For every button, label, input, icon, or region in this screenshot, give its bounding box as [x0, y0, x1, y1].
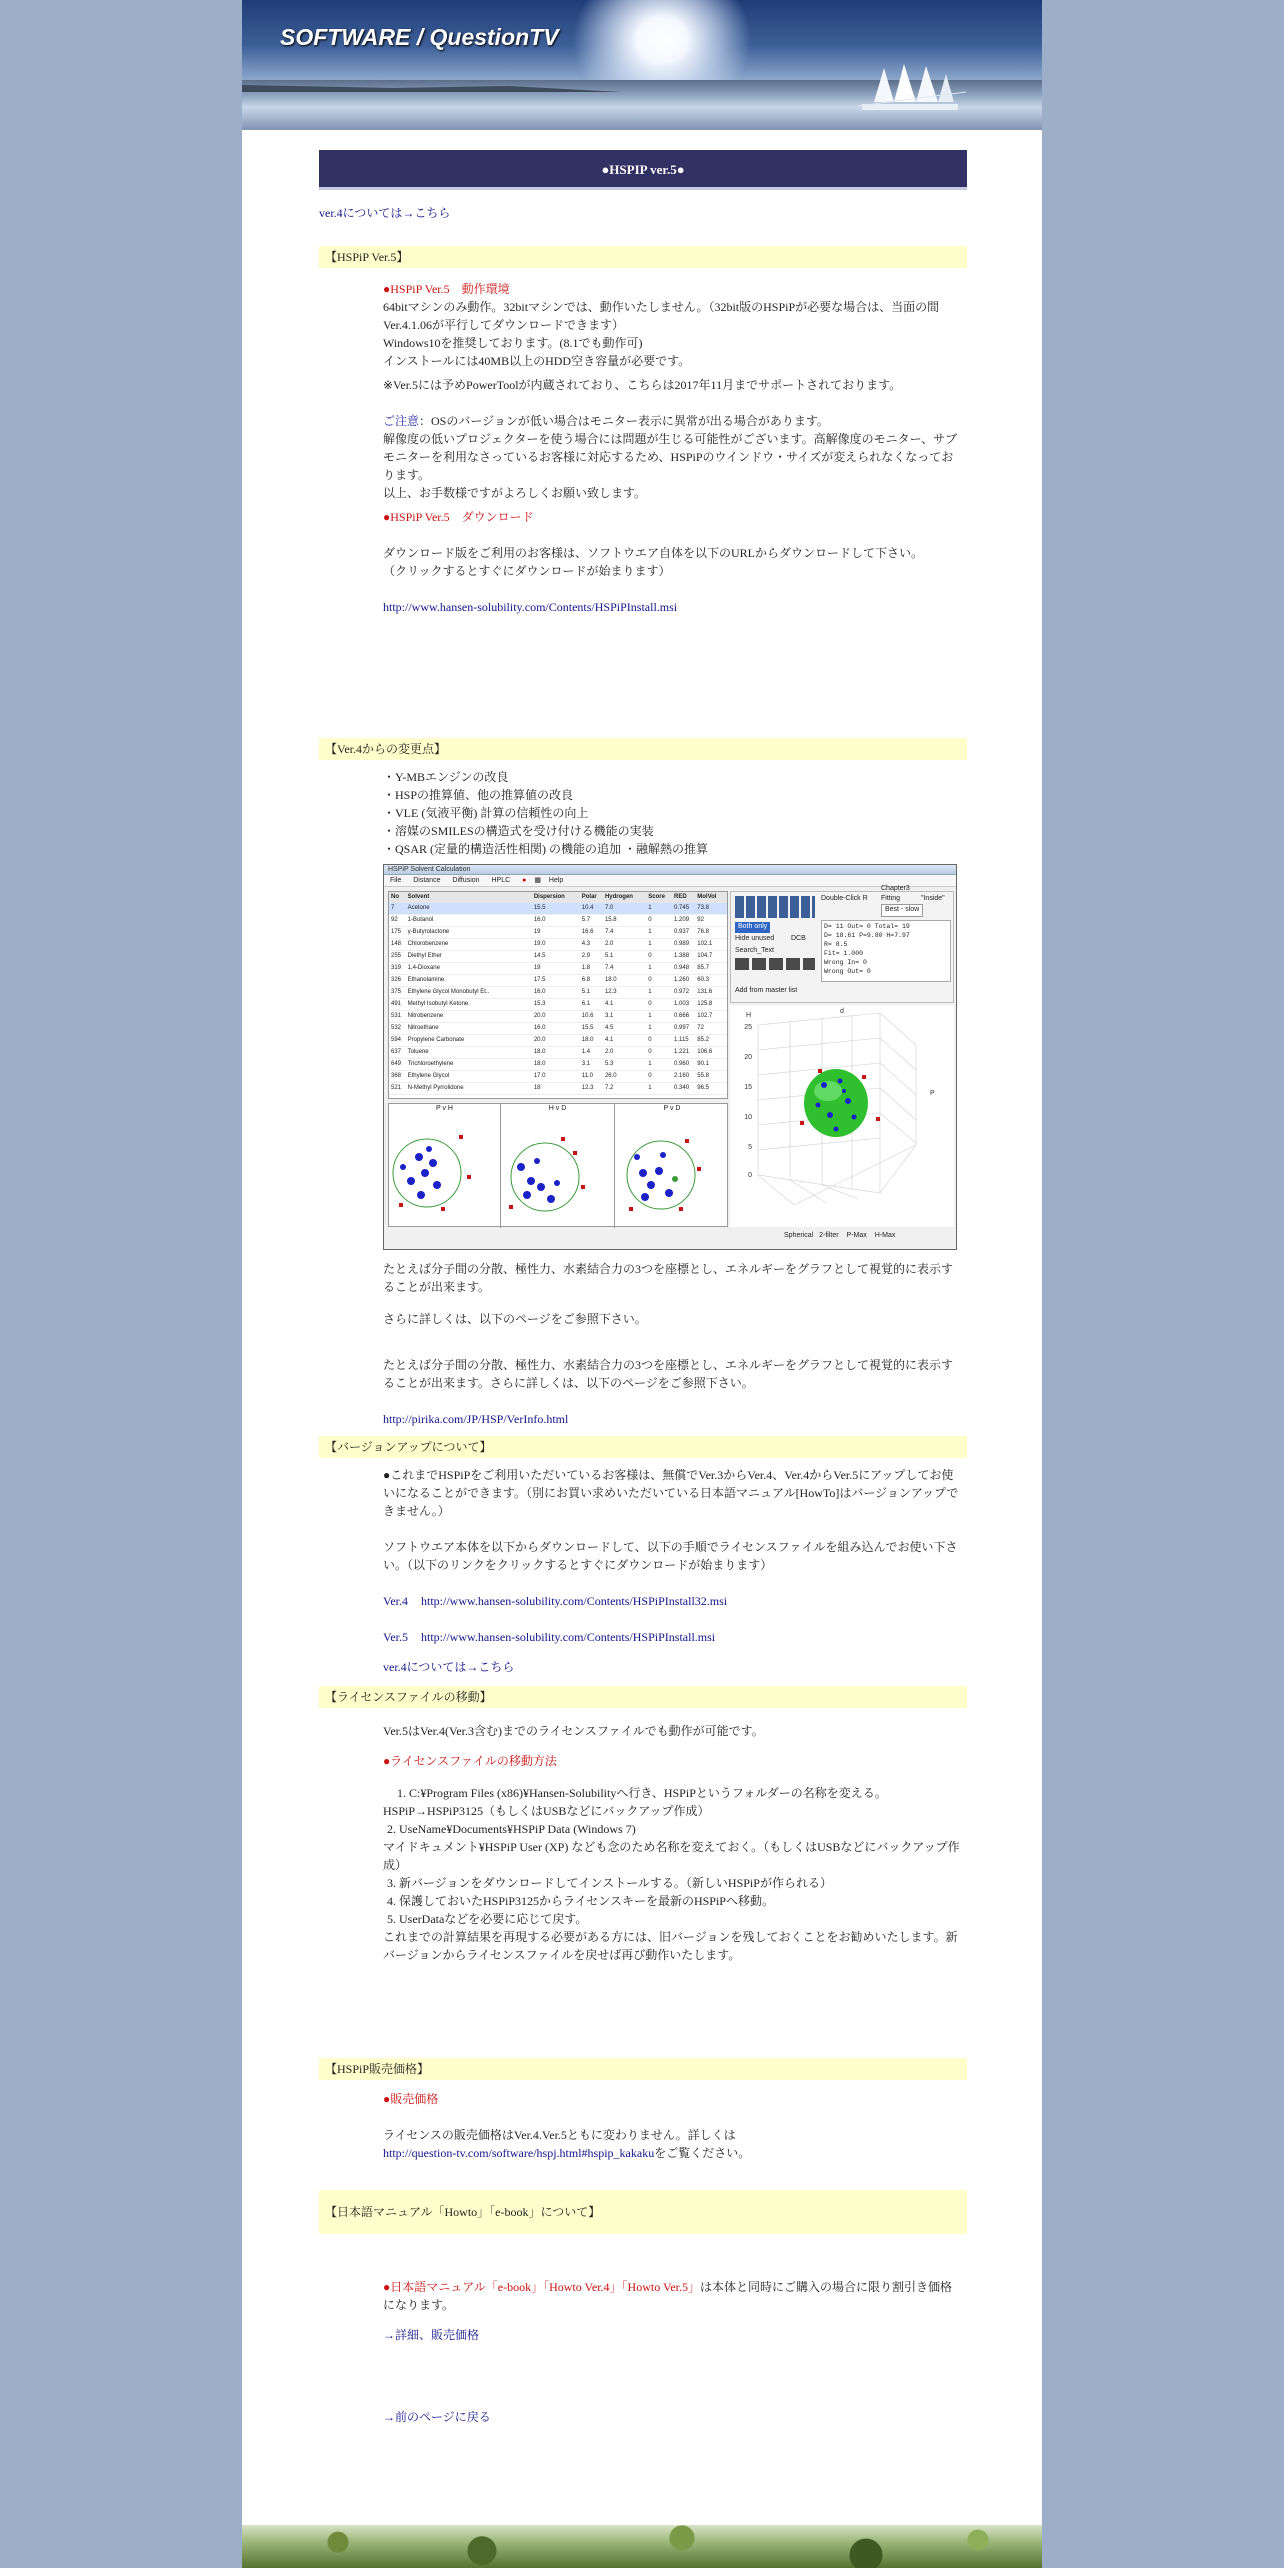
table-cell: Methyl Isobutyl Ketone: [408, 999, 534, 1011]
spherical-checkbox: Spherical: [784, 1232, 814, 1239]
section-ver5: [383, 280, 963, 616]
license-para-1: Ver.5はVer.4(Ver.3含む)までのライセンスファイルでも動作が可能です。: [383, 1724, 764, 1738]
table-cell: 1.260: [674, 975, 697, 987]
table-cell: 18.0: [582, 1035, 605, 1047]
table-cell: Nitroethane: [408, 1023, 534, 1035]
table-cell: 73.8: [697, 903, 727, 915]
change-item: ・QSAR (定量的構造活性相関) の機能の追加 ・融解熱の推算: [383, 842, 709, 856]
changes-desc-2: さらに詳しくは、以下のページをご参照下さい。: [383, 1312, 647, 1326]
table-cell: 18.0: [534, 1059, 582, 1071]
download-line-2: （クリックするとすぐにダウンロードが始まります）: [383, 564, 671, 578]
table-cell: 0.972: [674, 987, 697, 999]
p-max-select: P-Max: [846, 1232, 867, 1239]
table-cell: 0: [648, 915, 674, 927]
table-cell: 0.997: [674, 1023, 697, 1035]
change-item: ・溶媒のSMILESの構造式を受け付ける機能の実装: [383, 824, 654, 838]
table-cell: Nitrobenzene: [408, 1011, 534, 1023]
table-cell: 26.0: [605, 1071, 648, 1083]
table-row: [389, 939, 727, 951]
table-icon: ▦: [534, 877, 541, 884]
table-cell: 16.0: [534, 1023, 582, 1035]
screenshot-window-title: HSPiP Solvent Calculation: [388, 866, 471, 873]
table-cell: 1.003: [674, 999, 697, 1011]
filter-checkbox: 2-filter: [819, 1232, 839, 1239]
col-red: RED: [674, 894, 687, 900]
fit-line: Fit= 1.000: [824, 950, 864, 957]
table-row: [389, 1023, 727, 1035]
table-cell: 1: [648, 1011, 674, 1023]
table-cell: Ethylene Glycol: [408, 1071, 534, 1083]
table-cell: 1,4-Dioxane: [408, 963, 534, 975]
fit-line: D= 11 Out= 0 Total= 19: [824, 923, 910, 930]
axis-label-d: d: [840, 1008, 844, 1015]
chapter-label: Chapter3: [881, 885, 910, 892]
v4-download-link[interactable]: http://www.hansen-solubility.com/Contents/HSPiPInstall32.msi: [421, 1594, 728, 1608]
table-cell: 0.745: [674, 903, 697, 915]
back-link[interactable]: →前のページに戻る: [383, 2410, 491, 2424]
table-cell: 0: [648, 951, 674, 963]
license-step-4: 4. 保護しておいたHSPiP3125からライセンスキーを最新のHSPiPへ移動。: [387, 1894, 774, 1908]
sailing-ship-icon: [854, 62, 972, 114]
table-row: [389, 927, 727, 939]
table-cell: 17.5: [534, 975, 582, 987]
table-cell: Propylene Carbonate: [408, 1035, 534, 1047]
table-cell: Acetone: [408, 903, 534, 915]
3d-sphere-plot: [730, 1005, 954, 1227]
table-cell: 0.666: [674, 1011, 697, 1023]
table-cell: 4.1: [605, 999, 648, 1011]
table-cell: 1: [648, 963, 674, 975]
col-no: No: [391, 894, 399, 900]
download-title: ●HSPiP Ver.5 ダウンロード: [383, 510, 534, 524]
table-cell: 5.7: [582, 915, 605, 927]
table-cell: 3.1: [605, 1011, 648, 1023]
double-click-label: Double-Click R: [821, 895, 868, 902]
table-cell: 2.0: [605, 939, 648, 951]
fit-line: R= 8.5: [824, 941, 848, 948]
price-url-line: [383, 2144, 963, 2162]
changes-desc-3: たとえば分子間の分散、極性力、水素結合力の3つを座標とし、エネルギーをグラフとして視覚的に表示することが出来ます。さらに詳しくは、以下のページをご参照下さい。: [383, 1358, 954, 1390]
table-cell: 16.6: [582, 927, 605, 939]
v5-label: Ver.5: [383, 1630, 408, 1644]
table-cell: 1.115: [674, 1035, 697, 1047]
hide-unused-checkbox: Hide unused: [735, 935, 775, 942]
price-link[interactable]: http://question-tv.com/software/hspj.html#hspip_kakaku: [383, 2146, 655, 2160]
table-cell: 1.388: [674, 951, 697, 963]
manual-red-text: ●日本語マニュアル「e-book」「Howto Ver.4」「Howto Ver.5」: [383, 2280, 700, 2294]
ver4-link-bottom[interactable]: ver.4については→こちら: [383, 1660, 515, 1674]
header-banner: [242, 0, 1042, 130]
table-cell: 7: [389, 903, 408, 915]
table-cell: 5.3: [605, 1059, 648, 1071]
table-cell: 15.8: [605, 915, 648, 927]
price-para-tail: をご覧ください。: [654, 2146, 751, 2160]
app-screenshot: [383, 864, 957, 1250]
table-cell: 90.1: [697, 1059, 727, 1071]
table-row: [389, 963, 727, 975]
section-head-price: 【HSPiP販売価格】: [319, 2058, 967, 2080]
table-cell: 16.0: [534, 987, 582, 999]
control-panel: [730, 885, 954, 1003]
table-cell: 102.1: [697, 939, 727, 951]
page-title: ●HSPIP ver.5●: [319, 150, 967, 190]
table-cell: 10.4: [582, 903, 605, 915]
table-cell: 4.1: [605, 1035, 648, 1047]
table-row: [389, 1083, 727, 1095]
table-row: [389, 1047, 727, 1059]
change-item: ・Y-MBエンジンの改良: [383, 770, 509, 784]
table-cell: 85.2: [697, 1035, 727, 1047]
screenshot-bottom-controls: [784, 1231, 895, 1242]
table-cell: 6.8: [582, 975, 605, 987]
footer-foliage-image: [242, 2525, 1042, 2568]
section-head-manual: 【日本語マニュアル「Howto」「e-book」について】: [319, 2190, 967, 2234]
manual-detail-link[interactable]: →詳細、販売価格: [383, 2328, 480, 2342]
pirika-link[interactable]: http://pirika.com/JP/HSP/VerInfo.html: [383, 1412, 569, 1426]
table-cell: 15.3: [534, 999, 582, 1011]
section-price: [383, 2090, 963, 2162]
license-step-5: 5. UserDataなどを必要に応じて戻す。: [387, 1912, 588, 1926]
table-cell: 106.6: [697, 1047, 727, 1059]
table-cell: 4.5: [605, 1023, 648, 1035]
col-polar: Polar: [581, 894, 597, 900]
main-content: [319, 150, 967, 2426]
table-cell: 175: [389, 927, 408, 939]
table-cell: 92: [389, 915, 408, 927]
table-cell: 4.3: [582, 939, 605, 951]
table-cell: 2.0: [605, 1047, 648, 1059]
table-cell: 532: [389, 1023, 408, 1035]
menu-help: Help: [548, 877, 564, 884]
table-cell: 15.5: [534, 903, 582, 915]
fitting-label: Fitting: [881, 895, 901, 902]
table-cell: 10.6: [582, 1011, 605, 1023]
table-cell: 531: [389, 1011, 408, 1023]
table-cell: 5.1: [582, 987, 605, 999]
table-cell: 12.3: [605, 987, 648, 999]
table-cell: 491: [389, 999, 408, 1011]
env-title: ●HSPiP Ver.5 動作環境: [383, 282, 510, 296]
license-step-3: 3. 新バージョンをダウンロードしてインストールする。（新しいHSPiPが作られる）: [387, 1876, 832, 1890]
table-cell: 0: [648, 1035, 674, 1047]
section-upgrade: [383, 1466, 963, 1676]
sphere-highlight: [814, 1081, 842, 1101]
table-cell: 148: [389, 939, 408, 951]
table-cell: 7.2: [605, 1083, 648, 1095]
add-master-list-checkbox: Add from master list: [735, 987, 798, 994]
axis-label-h: H: [746, 1012, 752, 1019]
table-cell: 0.948: [674, 963, 697, 975]
table-cell: 6.1: [582, 999, 605, 1011]
table-cell: 18: [534, 1083, 582, 1095]
inside-label: "Inside": [921, 895, 945, 902]
table-cell: 0.937: [674, 927, 697, 939]
upgrade-para-1: ●これまでHSPiPをご利用いただいているお客様は、無償でVer.3からVer.4、Ver.4からVer.5にアップしてお使いになることができます。（別にお買い求めいただいている日本語マニュアル[HowTo]はバージョンアップできません。）: [383, 1468, 959, 1518]
table-cell: 0.989: [674, 939, 697, 951]
col-molvol: MolVol: [697, 894, 717, 900]
table-cell: 14.5: [534, 951, 582, 963]
page: [242, 0, 1042, 2568]
col-solvent: Solvent: [407, 894, 430, 900]
section-head-license: 【ライセンスファイルの移動】: [319, 1686, 967, 1708]
table-cell: Ethanolamine: [408, 975, 534, 987]
powertool-note: ※Ver.5には予めPowerToolが内蔵されており、こちらは2017年11月までサポートされております。: [383, 378, 902, 392]
table-cell: 1.221: [674, 1047, 697, 1059]
table-cell: 2.160: [674, 1071, 697, 1083]
table-cell: 0.960: [674, 1059, 697, 1071]
table-cell: 18.0: [534, 1047, 582, 1059]
table-cell: 1: [648, 987, 674, 999]
screenshot-titlebar: [384, 865, 956, 875]
table-cell: 0: [648, 1047, 674, 1059]
arrow-buttons: [735, 958, 815, 970]
table-cell: 60.3: [697, 975, 727, 987]
table-cell: 521: [389, 1083, 408, 1095]
change-item: ・HSPの推算値、他の推算値の改良: [383, 788, 574, 802]
table-cell: 2.9: [582, 951, 605, 963]
table-cell: 85.7: [697, 963, 727, 975]
manual-para: [383, 2278, 963, 2314]
table-cell: 1: [648, 1023, 674, 1035]
search-text-label: Search_Text: [735, 947, 774, 954]
table-cell: 0: [648, 1071, 674, 1083]
col-score: Score: [648, 894, 665, 900]
env-line-3: インストールには40MB以上のHDD空き容量が必要です。: [383, 354, 691, 368]
col-hydrogen: Hydrogen: [604, 894, 633, 900]
table-cell: 5.1: [605, 951, 648, 963]
plot-h-v-d: [501, 1104, 615, 1228]
license-step-1: 1. C:¥Program Files (x86)¥Hansen-Solubilityへ行き、HSPiPというフォルダーの名称を変える。: [397, 1786, 887, 1800]
manual-rest-text: は本体と同時にご購入の場合に限り割引き価格になります。: [383, 2280, 952, 2312]
upgrade-para-2: ソフトウエア本体を以下からダウンロードして、以下の手順でライセンスファイルを組み込んでお使い下さい。（以下のリンクをクリックするとすぐにダウンロードが始まります）: [383, 1540, 958, 1572]
table-row: [389, 1059, 727, 1071]
dcb-checkbox: DCB: [791, 935, 806, 942]
table-cell: 326: [389, 975, 408, 987]
table-cell: 18.0: [605, 975, 648, 987]
2d-plots: [388, 1103, 728, 1227]
both-only-button: Both only: [735, 922, 770, 933]
axis-label-p: P: [930, 1090, 935, 1097]
table-cell: 0: [648, 999, 674, 1011]
plot-label: P v H: [436, 1105, 453, 1112]
table-cell: 131.6: [697, 987, 727, 999]
table-cell: 17.0: [534, 1071, 582, 1083]
axis-tick: 15: [744, 1084, 752, 1091]
change-item: ・VLE (気液平衡) 計算の信頼性の向上: [383, 806, 589, 820]
table-cell: 1.209: [674, 915, 697, 927]
table-cell: Toluene: [408, 1047, 534, 1059]
table-cell: Diethyl Ether: [408, 951, 534, 963]
axis-tick: 25: [744, 1024, 752, 1031]
table-row: [389, 987, 727, 999]
solvent-table: [388, 891, 728, 1099]
table-cell: 0.340: [674, 1083, 697, 1095]
axis-tick: 5: [748, 1144, 752, 1151]
table-cell: 12.3: [582, 1083, 605, 1095]
red-dot-icon: ●: [522, 877, 527, 884]
toolbar-icons: [735, 896, 815, 918]
table-cell: 375: [389, 987, 408, 999]
section-head-upgrade: 【バージョンアップについて】: [319, 1436, 967, 1458]
table-cell: 7.4: [605, 927, 648, 939]
caution-text: ：OSのバージョンが低い場合はモニター表示に異常が出る場合があります。: [419, 414, 829, 428]
table-cell: 104.7: [697, 951, 727, 963]
section-head-changes: 【Ver.4からの変更点】: [319, 738, 967, 760]
plot-label: P v D: [663, 1105, 681, 1112]
table-cell: 0: [648, 975, 674, 987]
menu-distance: Distance: [413, 877, 441, 884]
license-closing: これまでの計算結果を再現する必要がある方には、旧バージョンを残しておくことをお勧めいたします。新バージョンからライセンスファイルを戻せば再び動作いたします。: [383, 1930, 958, 1962]
axis-tick: 0: [748, 1172, 752, 1179]
v5-download-link[interactable]: http://www.hansen-solubility.com/Contents/HSPiPInstall.msi: [421, 1630, 716, 1644]
fit-line: D= 18.61 P=9.80 H=7.97: [824, 932, 910, 939]
license-step-1b: HSPiP→HSPiP3125（もしくはUSBなどにバックアップ作成）: [383, 1804, 710, 1818]
table-cell: 11.0: [582, 1071, 605, 1083]
fit-results-box: [821, 920, 951, 982]
table-cell: 637: [389, 1047, 408, 1059]
h-max-select: H-Max: [874, 1232, 896, 1239]
section-manual: [383, 2278, 963, 2426]
download-line-1: ダウンロード版をご利用のお客様は、ソフトウエア自体を以下のURLからダウンロードして下さい。: [383, 546, 924, 560]
table-cell: 72: [697, 1023, 727, 1035]
caution-line-2: 解像度の低いプロジェクターを使う場合には問題が生じる可能性がございます。高解像度のモニター、サブモニターを利用なさっているお客様に対応するため、HSPiPのウインドウ・サイズが変えられなくなっております。: [383, 432, 958, 482]
section-head-ver5: 【HSPiP Ver.5】: [319, 246, 967, 268]
table-cell: 1: [648, 1083, 674, 1095]
changes-list: [383, 768, 963, 858]
section-license: [383, 1722, 963, 1964]
table-cell: Trichloroethylene: [408, 1059, 534, 1071]
table-cell: 649: [389, 1059, 408, 1071]
license-method-title: ●ライセンスファイルの移動方法: [383, 1754, 557, 1768]
table-row: [389, 951, 727, 963]
table-cell: 1.4: [582, 1047, 605, 1059]
caution-line-3: 以上、お手数様ですがよろしくお願い致します。: [383, 486, 647, 500]
table-row: [389, 999, 727, 1011]
table-row: [389, 1011, 727, 1023]
site-title: SOFTWARE / QuestionTV: [280, 24, 559, 50]
table-cell: Chlorobenzene: [408, 939, 534, 951]
table-cell: 76.8: [697, 927, 727, 939]
table-cell: 19: [534, 963, 582, 975]
table-cell: 1: [648, 1059, 674, 1071]
table-cell: 7.4: [605, 963, 648, 975]
table-cell: 1-Butanol: [408, 915, 534, 927]
table-cell: 594: [389, 1035, 408, 1047]
table-cell: 19.0: [534, 939, 582, 951]
table-cell: 3.1: [582, 1059, 605, 1071]
table-row: [389, 903, 727, 915]
changes-desc-1: たとえば分子間の分散、極性力、水素結合力の3つを座標とし、エネルギーをグラフとして視覚的に表示することが出来ます。: [383, 1262, 954, 1294]
col-dispersion: Dispersion: [533, 894, 565, 900]
license-step-2: 2. UseName¥Documents¥HSPiP Data (Windows 7): [387, 1822, 636, 1836]
axis-tick: 10: [744, 1114, 752, 1121]
price-para: ライセンスの販売価格はVer.4.Ver.5ともに変わりません。詳しくは: [383, 2128, 736, 2142]
plot-label: H v D: [548, 1105, 567, 1112]
fit-mode-select: Best - slow: [881, 904, 923, 917]
table-cell: 15.5: [582, 1023, 605, 1035]
table-cell: 92: [697, 915, 727, 927]
env-line-1: 64bitマシンのみ動作。32bitマシンでは、動作いたしません。（32bit版のHSPiPが必要な場合は、当面の間Ver.4.1.06が平行してダウンロードできます）: [383, 300, 940, 332]
menu-file: File: [390, 877, 402, 884]
v4-label: Ver.4: [383, 1594, 408, 1608]
caution-line: [383, 412, 963, 430]
menu-hplc: HPLC: [491, 877, 511, 884]
table-cell: 319: [389, 963, 408, 975]
axis-tick: 20: [744, 1054, 752, 1061]
fit-line: Wrong Out= 0: [824, 968, 871, 975]
table-cell: γ-Butyrolactone: [408, 927, 534, 939]
table-row: [389, 975, 727, 987]
env-line-2: Windows10を推奨しております。(8.1でも動作可): [383, 336, 643, 350]
table-header-row: [389, 892, 727, 903]
v4-download-line: [383, 1592, 963, 1610]
table-cell: Ethylene Glycol Monobutyl Et..: [408, 987, 534, 999]
table-cell: 7.0: [605, 903, 648, 915]
fit-line: Wrong In= 0: [824, 959, 867, 966]
download-url-link[interactable]: http://www.hansen-solubility.com/Contents/HSPiPInstall.msi: [383, 600, 678, 614]
table-cell: 1.8: [582, 963, 605, 975]
license-step-2b: マイドキュメント¥HSPiP User (XP) なども念のため名称を変えておく。（もしくはUSBなどにバックアップ作成）: [383, 1840, 960, 1872]
plot-p-v-h: [389, 1104, 501, 1228]
table-cell: 1: [648, 939, 674, 951]
table-cell: 20.0: [534, 1035, 582, 1047]
screenshot-menubar: [384, 875, 956, 887]
table-cell: 19: [534, 927, 582, 939]
v5-download-line: [383, 1628, 963, 1646]
table-cell: 125.8: [697, 999, 727, 1011]
table-cell: 55.8: [697, 1071, 727, 1083]
table-cell: 96.5: [697, 1083, 727, 1095]
table-cell: 1: [648, 903, 674, 915]
table-row: [389, 1035, 727, 1047]
section-changes: [383, 768, 963, 1428]
table-cell: N-Methyl Pyrrolidone: [408, 1083, 534, 1095]
table-row: [389, 915, 727, 927]
table-cell: 16.0: [534, 915, 582, 927]
table-cell: 1: [648, 927, 674, 939]
table-cell: 255: [389, 951, 408, 963]
ver4-link-top[interactable]: ver.4については→こちら: [319, 206, 451, 220]
price-title: ●販売価格: [383, 2092, 439, 2106]
plot-p-v-d: [615, 1104, 729, 1228]
table-cell: 20.0: [534, 1011, 582, 1023]
table-cell: 368: [389, 1071, 408, 1083]
table-cell: 102.7: [697, 1011, 727, 1023]
table-row: [389, 1071, 727, 1083]
caution-label: ご注意: [383, 414, 420, 428]
menu-diffusion: Diffusion: [452, 877, 480, 884]
